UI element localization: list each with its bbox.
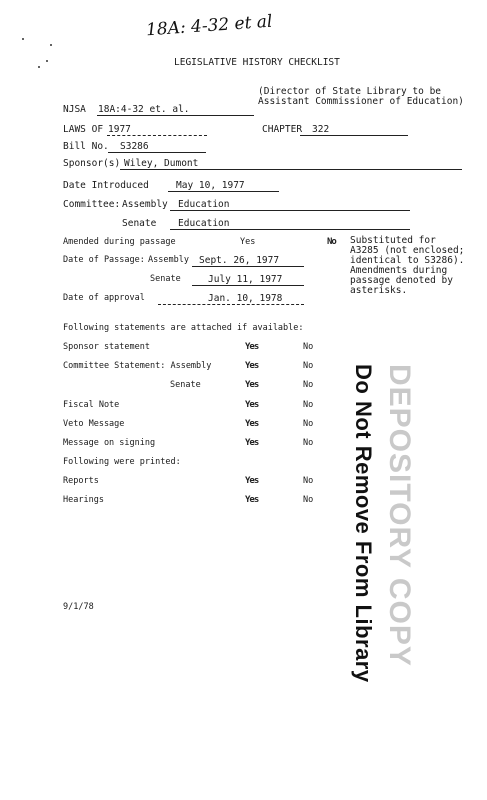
substituted-note-line: asterisks. <box>350 285 408 296</box>
statement-label: Fiscal Note <box>63 400 120 410</box>
statement-label: Committee Statement: Assembly <box>63 361 212 371</box>
scan-speck <box>22 38 24 40</box>
header-note-line1: (Director of State Library to be <box>258 86 442 97</box>
document-title: LEGISLATIVE HISTORY CHECKLIST <box>174 57 340 68</box>
passage-label: Date of Passage: <box>63 255 145 265</box>
statement-yes-marked: Yes <box>245 438 259 448</box>
statement-no: No <box>303 380 314 390</box>
date-introduced-value: May 10, 1977 <box>176 180 245 191</box>
statement-label: Message on signing <box>63 438 156 448</box>
njsa-value: 18A:4-32 et. al. <box>98 104 190 115</box>
statement-label: Senate <box>170 380 201 390</box>
statement-label: Hearings <box>63 495 104 505</box>
sponsor-label: Sponsor(s) <box>63 158 121 169</box>
statement-label: Sponsor statement <box>63 342 150 352</box>
statement-no: No <box>303 438 314 448</box>
scan-speck <box>38 66 40 68</box>
laws-value: 1977 <box>108 124 131 135</box>
statement-yes-marked: Yes <box>245 380 259 390</box>
handwritten-note: 18A: 4-32 et al <box>145 11 274 41</box>
substituted-note-line: Amendments during <box>350 265 448 276</box>
statement-no: No <box>303 495 314 505</box>
laws-label: LAWS OF <box>63 124 104 135</box>
laws-underline <box>107 135 207 136</box>
bill-underline <box>108 152 206 153</box>
library-stamp <box>350 364 376 683</box>
scan-speck <box>46 60 48 62</box>
date-introduced-label: Date Introduced <box>63 180 149 191</box>
passage-assembly-label: Assembly <box>148 255 189 265</box>
passage-senate-label: Senate <box>150 274 181 284</box>
statement-yes-marked: Yes <box>245 361 259 371</box>
statement-yes-marked: Yes <box>245 476 259 486</box>
passage-senate-underline <box>192 285 304 286</box>
substituted-note-line: Substituted for <box>350 235 436 246</box>
amended-yes: Yes <box>240 237 256 247</box>
passage-assembly-underline <box>192 266 304 267</box>
footer-date: 9/1/78 <box>63 602 94 612</box>
statement-no: No <box>303 361 314 371</box>
sponsor-underline <box>120 169 462 170</box>
committee-assembly-label: Assembly <box>122 199 168 210</box>
njsa-label: NJSA <box>63 104 86 115</box>
approval-value: Jan. 10, 1978 <box>208 293 283 304</box>
library-stamp-line1: Do Not Remove From Library <box>351 364 376 683</box>
statement-yes-marked: Yes <box>245 342 259 352</box>
depository-copy-stamp <box>382 364 416 667</box>
printed-heading: Following were printed: <box>63 457 181 467</box>
committee-senate-label: Senate <box>122 218 157 229</box>
committee-senate-value: Education <box>178 218 230 229</box>
chapter-label: CHAPTER <box>262 124 303 135</box>
statement-label: Veto Message <box>63 419 125 429</box>
header-note-line2: Assistant Commissioner of Education) <box>258 96 464 107</box>
date-introduced-underline <box>168 191 279 192</box>
bill-value: S3286 <box>120 141 149 152</box>
njsa-underline <box>97 115 254 116</box>
passage-senate-value: July 11, 1977 <box>208 274 283 285</box>
chapter-underline <box>300 135 408 136</box>
statement-yes-marked: Yes <box>245 495 259 505</box>
statement-yes-marked: Yes <box>245 400 259 410</box>
approval-underline <box>158 304 304 305</box>
chapter-value: 322 <box>312 124 330 135</box>
statement-no: No <box>303 419 314 429</box>
attached-heading: Following statements are attached if available: <box>63 323 304 333</box>
statement-no: No <box>303 400 314 410</box>
amended-no-marked: No <box>327 237 336 247</box>
passage-assembly-value: Sept. 26, 1977 <box>199 255 280 266</box>
scan-speck <box>50 44 52 46</box>
approval-label: Date of approval <box>63 293 145 303</box>
depository-copy-text: DEPOSITORY COPY <box>383 364 416 667</box>
committee-label: Committee: <box>63 199 121 210</box>
substituted-note <box>350 236 464 296</box>
committee-assembly-value: Education <box>178 199 230 210</box>
substituted-note-line: A3285 (not enclosed; <box>350 245 465 256</box>
committee-assembly-underline <box>170 210 410 211</box>
substituted-note-line: identical to S3286). <box>350 255 465 266</box>
statement-no: No <box>303 342 314 352</box>
bill-label: Bill No. <box>63 141 109 152</box>
substituted-note-line: passage denoted by <box>350 275 453 286</box>
sponsor-value: Wiley, Dumont <box>124 158 199 169</box>
statement-no: No <box>303 476 314 486</box>
statement-label: Reports <box>63 476 99 486</box>
statement-yes-marked: Yes <box>245 419 259 429</box>
committee-senate-underline <box>170 229 410 230</box>
amended-label: Amended during passage <box>63 237 176 247</box>
